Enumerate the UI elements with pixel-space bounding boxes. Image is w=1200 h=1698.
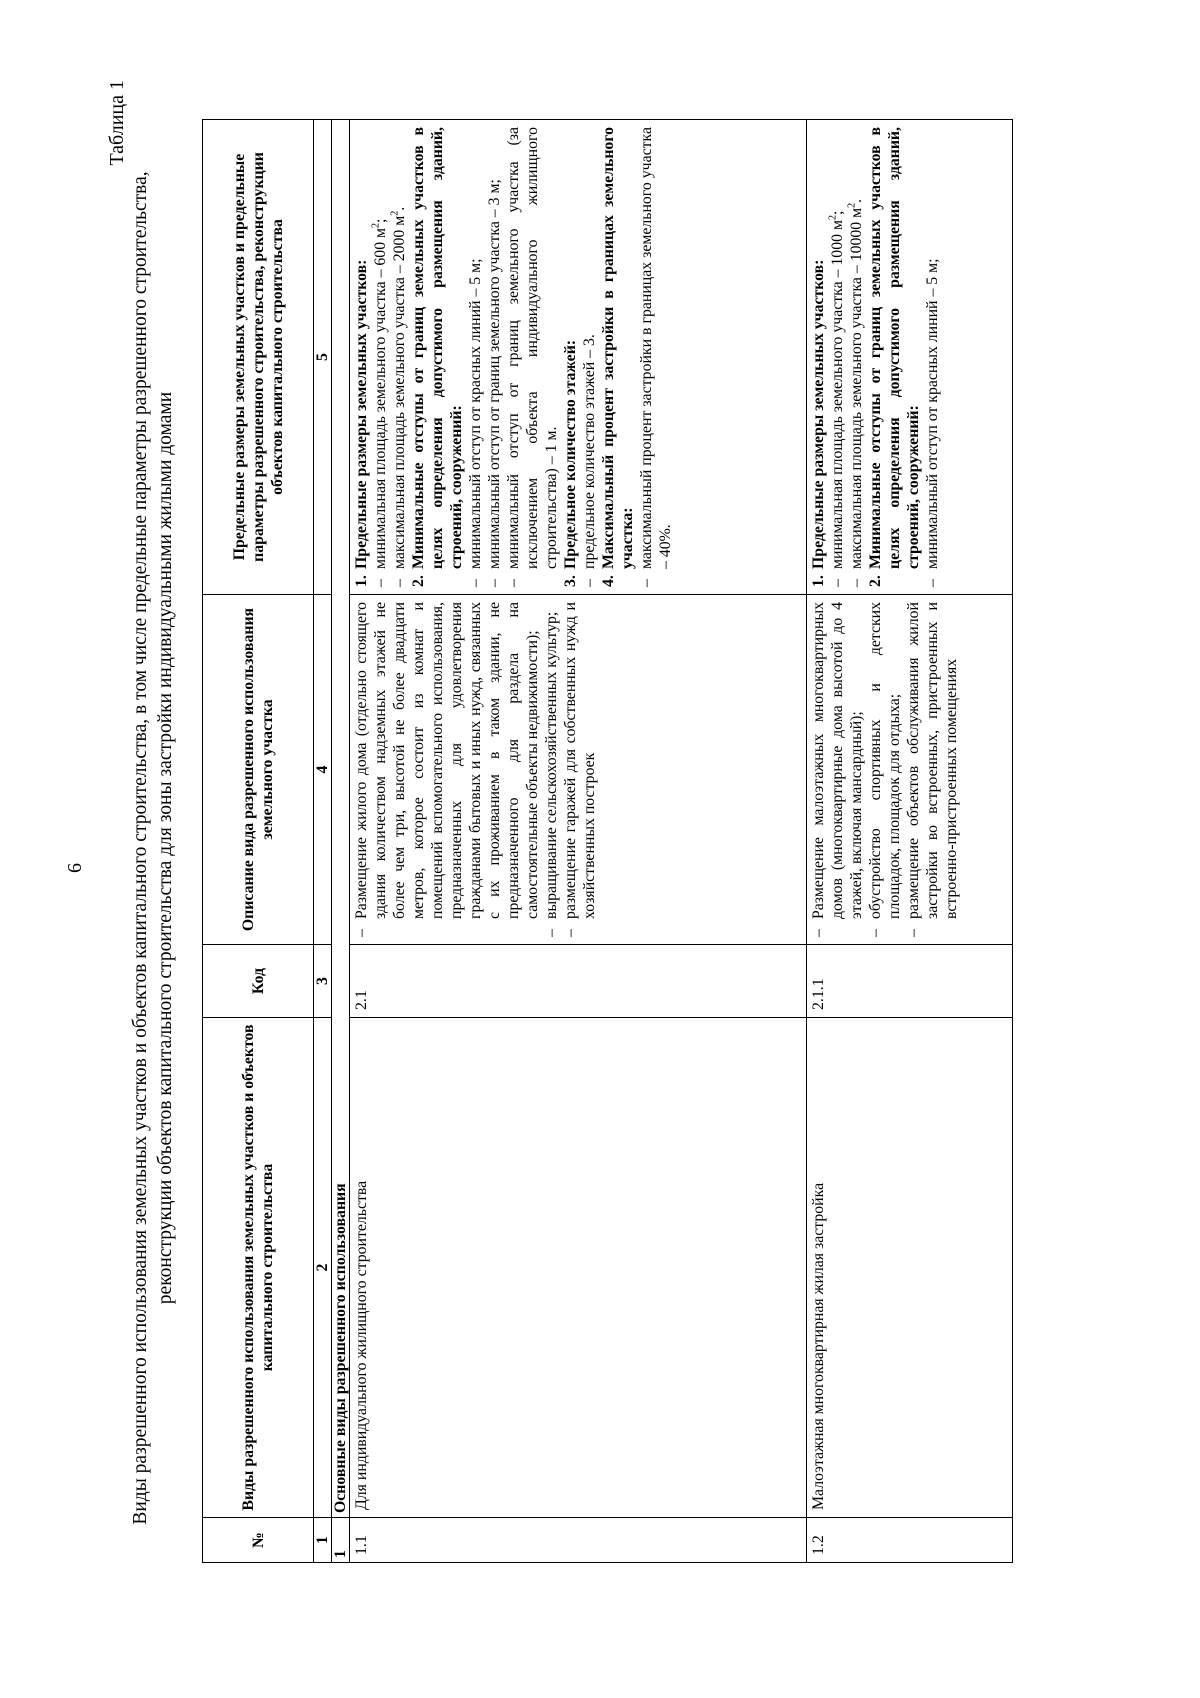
description-item: – обустройство спортивных и детских площадок, площадок для отдыха; — [867, 602, 903, 937]
column-number: 3 — [314, 945, 332, 1018]
param-item: – максимальная площадь земельного участка – 2000 $м^2$. — [389, 206, 408, 587]
section-row — [332, 120, 350, 1563]
column-number: 4 — [314, 595, 332, 945]
row-number: 1.1 — [350, 1518, 807, 1563]
param-heading: 2. Минимальные отступы от границ земельных участков в целях определения допустимого размещения зданий, строений, сооружений: — [410, 127, 465, 587]
column-number: 1 — [314, 1518, 332, 1563]
table-row — [807, 120, 1013, 1563]
param-item: – минимальный отступ от красных линий – 5 м; — [467, 258, 484, 587]
param-item: – максимальная площадь земельного участка – 10000 $м^2$. — [846, 198, 865, 587]
table-label: Таблица 1 — [106, 80, 128, 166]
param-heading: 4. Максимальный процент застройки в границах земельного участка: — [600, 127, 636, 587]
header-number: № — [203, 1518, 314, 1563]
regulations-table — [202, 119, 1013, 1563]
column-number: 2 — [314, 1018, 332, 1518]
column-number-row — [314, 120, 332, 1563]
param-item: – предельное количество этажей – 3. — [581, 334, 598, 587]
row-number: 1.2 — [807, 1518, 1013, 1563]
row-description — [807, 595, 1013, 945]
param-heading: 1. Предельные размеры земельных участков: — [810, 259, 827, 587]
description-item: – размещение объектов обслуживания жилой застройки во встроенных, пристроенных и встроенно-пристроенных помещениях — [905, 602, 960, 937]
header-code: Код — [203, 945, 314, 1018]
description-item: – выращивание сельскохозяйственных культур; — [543, 611, 560, 937]
row-parameters — [807, 120, 1013, 595]
param-item: – максимальный процент застройки в границах земельного участка – 40%. — [638, 127, 674, 587]
description-item: – Размещение жилого дома (отдельно стоящего здания количеством надземных этажей не более чем три, высотой не более двадцати метров, которое состоит из комнат и помещений вспомогательного использования, предназначенных для удовлетворения гражданами бытовых и иных нужд, связанных с их проживанием в таком здании, не предназначенного для раздела на самостоятельные объекты недвижимости); — [353, 602, 541, 937]
row-parameters — [350, 120, 807, 595]
param-item: – минимальный отступ от границ земельного участка – 3 м; — [486, 179, 503, 587]
param-item: – минимальная площадь земельного участка – 1000 $м^2$; — [827, 210, 846, 587]
row-code: 2.1.1 — [807, 945, 1013, 1018]
row-use-type: Для индивидуального жилищного строительства — [350, 1018, 807, 1518]
description-item: – Размещение малоэтажных многоквартирных домов (многоквартирные дома высотой до 4 этажей, включая мансардный); — [810, 602, 865, 937]
param-item: – минимальная площадь земельного участка – 600 $м^2$; — [370, 218, 389, 587]
param-heading: 2. Минимальные отступы от границ земельных участков в целях определения допустимого размещения зданий, строений, сооружений: — [867, 127, 922, 587]
param-heading: 1. Предельные размеры земельных участков: — [353, 259, 370, 587]
param-heading: 3. Предельное количество этажей: — [562, 339, 579, 587]
header-parameters: Предельные размеры земельных участков и предельные параметры разрешенного строительства, реконструкции объектов капитального строительства — [203, 120, 314, 595]
param-item: – минимальный отступ от границ земельного участка (за исключением объекта индивидуального жилищного строительства) – 1 м. — [505, 127, 560, 587]
header-description: Описание вида разрешенного использования земельного участка — [203, 595, 314, 945]
row-description — [350, 595, 807, 945]
param-item: – минимальный отступ от красных линий – 5 м; — [924, 258, 941, 587]
table-caption: Виды разрешенного использования земельных участков и объектов капитального строительства, в том числе предельные параметры разрешенного строительства, реконструкции объектов капитального строительства для зоны застройки индивидуальными жилыми домами — [130, 171, 176, 1525]
table-header-row — [203, 120, 314, 1563]
page-number: 6 — [64, 863, 86, 873]
description-item: – размещение гаражей для собственных нужд и хозяйственных построек — [562, 602, 598, 937]
row-code: 2.1 — [350, 945, 807, 1018]
section-title: Основные виды разрешенного использования — [332, 120, 350, 1518]
table-row — [350, 120, 807, 1563]
column-number: 5 — [314, 120, 332, 595]
header-use-type: Виды разрешенного использования земельных участков и объектов капитального строительства — [203, 1018, 314, 1518]
section-number: 1 — [332, 1518, 350, 1563]
row-use-type: Малоэтажная многоквартирная жилая застройка — [807, 1018, 1013, 1518]
